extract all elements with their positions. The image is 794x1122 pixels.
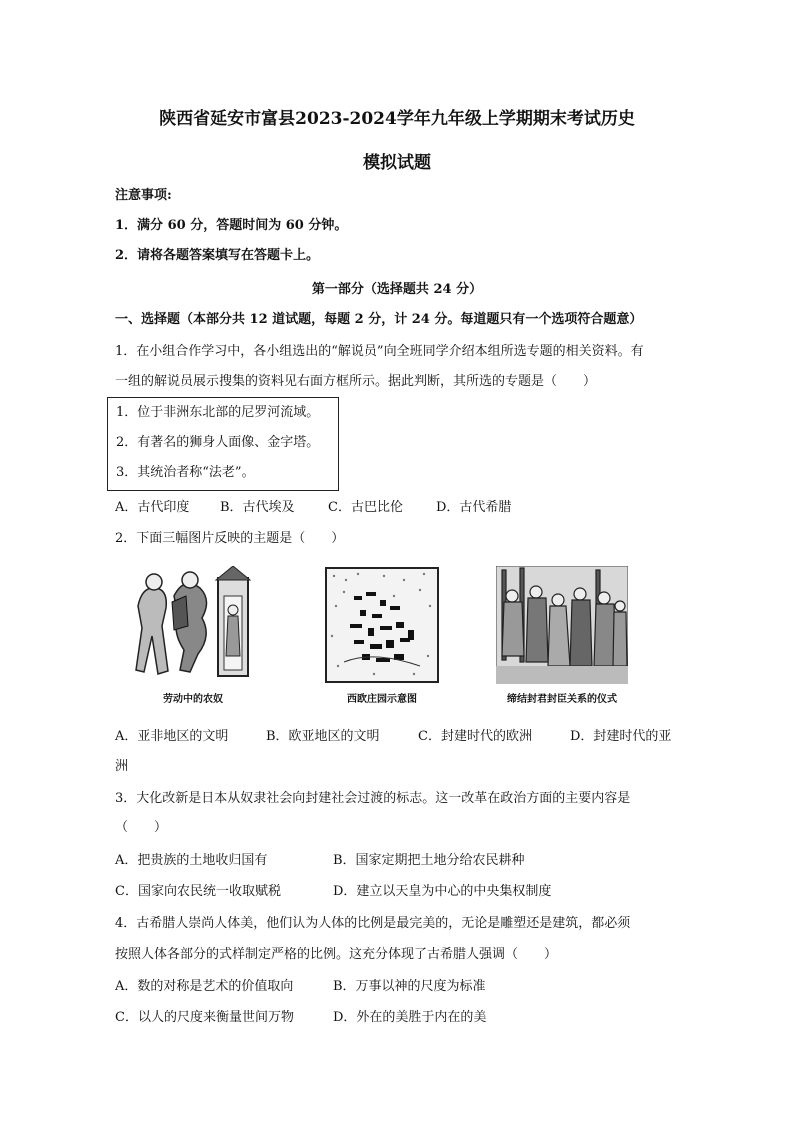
q1-option-d: D．古代希腊 — [436, 500, 512, 515]
q3-option-d: D．建立以天皇为中心的中央集权制度 — [333, 884, 552, 899]
vassal-ceremony-illustration — [496, 566, 628, 684]
q1-option-c: C．古巴比伦 — [328, 500, 403, 515]
q3-stem-line2: （ ） — [115, 820, 168, 835]
exam-title-line1: 陕西省延安市富县2023-2024学年九年级上学期期末考试历史 — [159, 109, 635, 129]
figure1-caption: 劳动中的农奴 — [163, 694, 223, 705]
notes-heading: 注意事项: — [115, 188, 172, 203]
q2-stem: 2．下面三幅图片反映的主题是（ ） — [115, 531, 345, 546]
exam-title-line2: 模拟试题 — [363, 153, 431, 173]
q1-stem-line2: 一组的解说员展示搜集的资料见右面方框所示。据此判断，其所选的专题是（ ） — [115, 374, 597, 389]
q4-option-c: C．以人的尺度来衡量世间万物 — [115, 1010, 294, 1025]
part1-heading: 第一部分（选择题共 24 分） — [311, 282, 483, 297]
q1-option-b: B．古代埃及 — [220, 500, 295, 515]
figure2-caption: 西欧庄园示意图 — [347, 694, 417, 705]
q2-option-b: B．欧亚地区的文明 — [266, 729, 380, 744]
q1-box-item-2: 2．有著名的狮身人面像、金字塔。 — [116, 435, 320, 450]
q4-option-b: B．万事以神的尺度为标准 — [333, 979, 486, 994]
q1-box-item-1: 1．位于非洲东北部的尼罗河流域。 — [116, 405, 320, 420]
q2-option-a: A．亚非地区的文明 — [115, 729, 229, 744]
q3-option-a: A．把贵族的土地收归国有 — [115, 853, 268, 868]
q4-option-a: A．数的对称是艺术的价值取向 — [115, 979, 294, 994]
q4-stem-line1: 4．古希腊人崇尚人体美，他们认为人体的比例是最完美的，无论是雕塑还是建筑，都必须 — [115, 916, 631, 931]
q2-option-c: C．封建时代的欧洲 — [418, 729, 532, 744]
q1-box-item-3: 3．其统治者称“法老”。 — [116, 465, 255, 480]
q2-option-d-wrap: 洲 — [115, 759, 129, 774]
q3-option-b: B．国家定期把土地分给农民耕种 — [333, 853, 525, 868]
note-item-2: 2．请将各题答案填写在答题卡上。 — [115, 248, 320, 263]
q1-info-box — [107, 397, 339, 491]
q4-option-d: D．外在的美胜于内在的美 — [333, 1010, 487, 1025]
q2-option-d: D．封建时代的亚 — [570, 729, 672, 744]
serfs-working-illustration — [128, 566, 258, 688]
figure3-caption: 缔结封君封臣关系的仪式 — [507, 694, 617, 705]
note-item-1: 1．满分 60 分，答题时间为 60 分钟。 — [115, 218, 348, 233]
q1-option-a: A．古代印度 — [115, 500, 190, 515]
q3-option-c: C．国家向农民统一收取赋税 — [115, 884, 281, 899]
section-heading: 一、选择题（本部分共 12 道试题，每题 2 分，计 24 分。每道题只有一个选项符合题意） — [115, 312, 643, 327]
q4-stem-line2: 按照人体各部分的式样制定严格的比例。这充分体现了古希腊人强调（ ） — [115, 947, 558, 962]
q3-stem-line1: 3．大化改新是日本从奴隶社会向封建社会过渡的标志。这一改革在政治方面的主要内容是 — [115, 791, 631, 806]
q1-stem-line1: 1．在小组合作学习中，各小组选出的“解说员”向全班同学介绍本组所选专题的相关资料。有 — [115, 344, 644, 359]
manor-diagram — [324, 566, 440, 684]
